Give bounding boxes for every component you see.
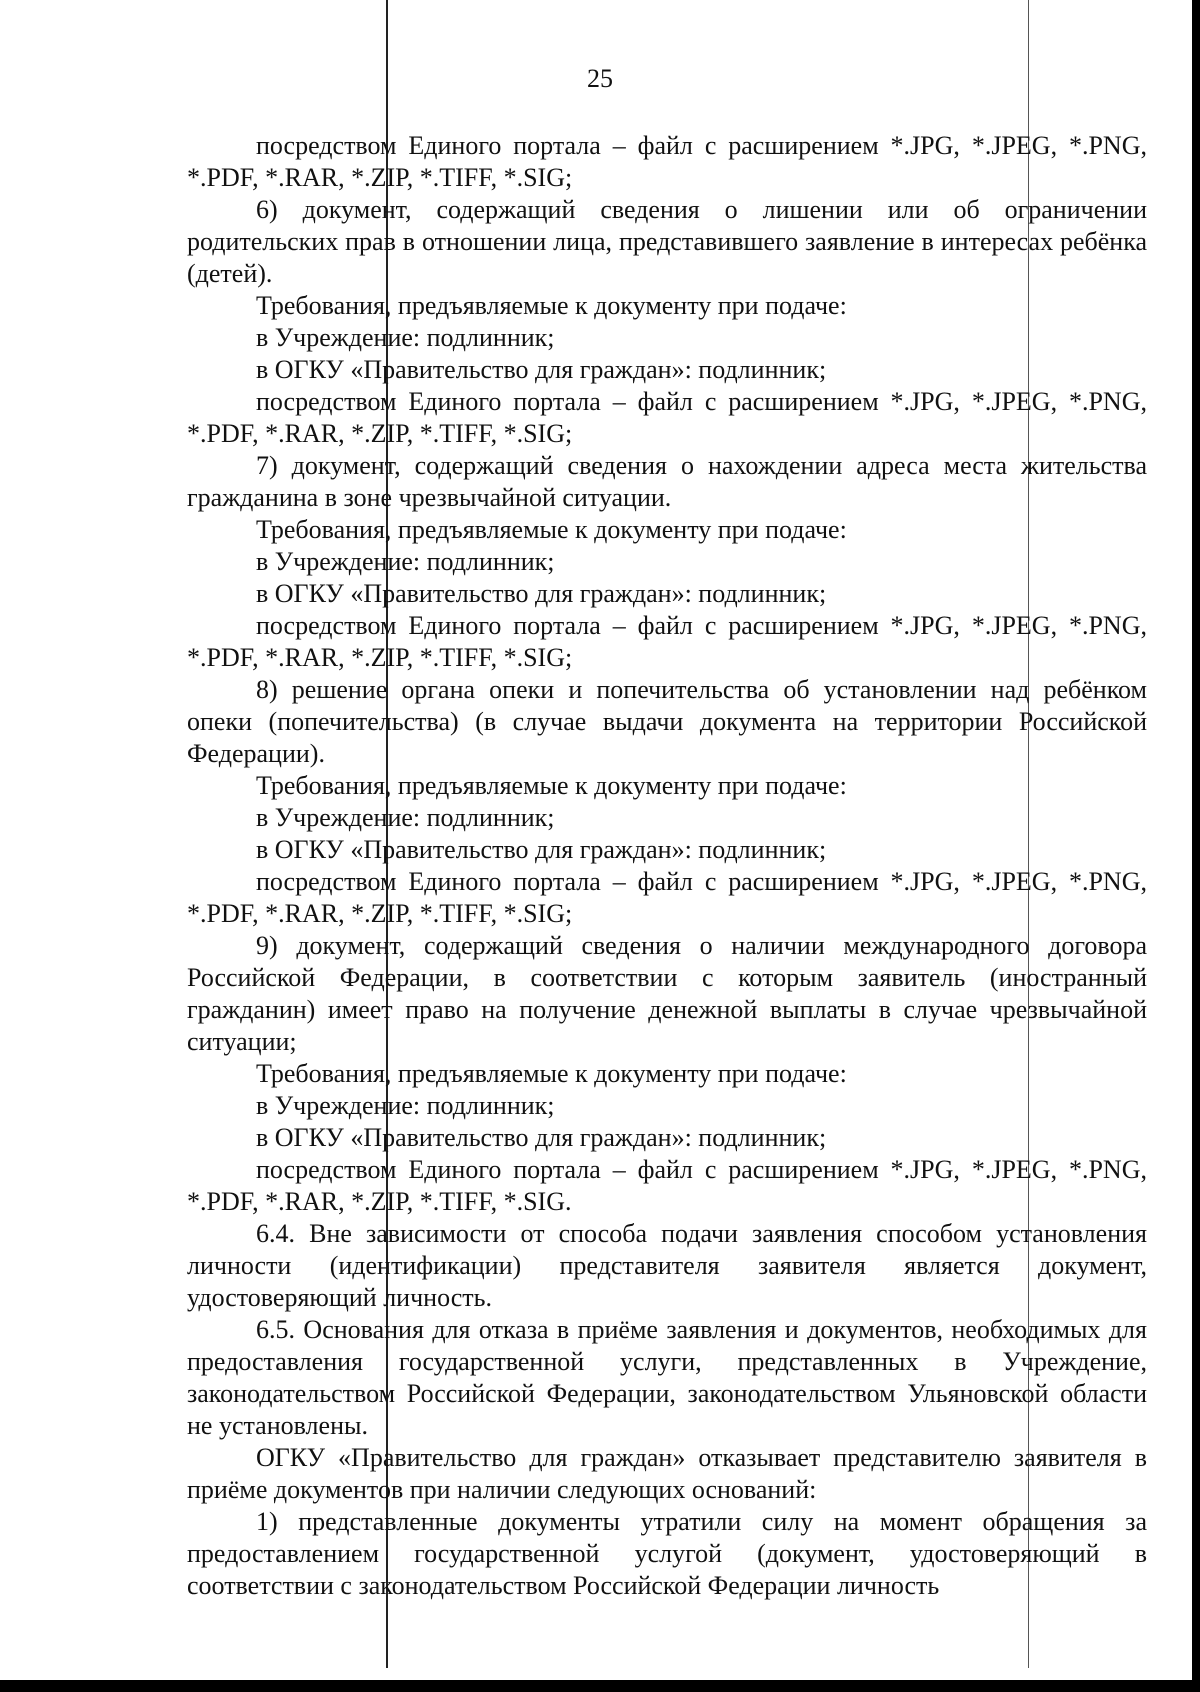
paragraph: в ОГКУ «Правительство для граждан»: подлинник; [256,835,827,864]
page-number: 25 [587,64,613,93]
paragraph: 7) документ, содержащий сведения о нахождении адреса места жительства гражданина в зоне чрезвычайной ситуации. [187,451,1147,512]
document-body [187,130,1147,1602]
paragraph: в Учреждение: подлинник; [256,323,555,352]
scan-bottom-border [0,1680,1200,1692]
paragraph: посредством Единого портала – файл с расширением *.JPG, *.JPEG, *.PNG, *.PDF, *.RAR, *.ZIP, *.TIFF, *.SIG; [187,131,1147,192]
paragraph: ОГКУ «Правительство для граждан» отказывает представителю заявителя в приёме документов при наличии следующих оснований: [187,1443,1147,1504]
paragraph: посредством Единого портала – файл с расширением *.JPG, *.JPEG, *.PNG, *.PDF, *.RAR, *.ZIP, *.TIFF, *.SIG; [187,611,1147,672]
paragraph: в Учреждение: подлинник; [256,547,555,576]
paragraph: Требования, предъявляемые к документу при подаче: [256,515,847,544]
paragraph: посредством Единого портала – файл с расширением *.JPG, *.JPEG, *.PNG, *.PDF, *.RAR, *.ZIP, *.TIFF, *.SIG. [187,1155,1147,1216]
paragraph: Требования, предъявляемые к документу при подаче: [256,291,847,320]
paragraph: 6.4. Вне зависимости от способа подачи заявления способом установления личности (идентификации) представителя заявителя является документ, удостоверяющий личность. [187,1219,1147,1312]
paragraph: Требования, предъявляемые к документу при подаче: [256,771,847,800]
paragraph: 6.5. Основания для отказа в приёме заявления и документов, необходимых для предоставления государственной услуги, представленных в Учреждение, законодательством Российской Федерации, законодательством Ульяновской области не установлены. [187,1315,1147,1440]
paragraph: Требования, предъявляемые к документу при подаче: [256,1059,847,1088]
paragraph: в ОГКУ «Правительство для граждан»: подлинник; [256,1123,827,1152]
paragraph: посредством Единого портала – файл с расширением *.JPG, *.JPEG, *.PNG, *.PDF, *.RAR, *.ZIP, *.TIFF, *.SIG; [187,867,1147,928]
paragraph: 8) решение органа опеки и попечительства об установлении над ребёнком опеки (попечительства) (в случае выдачи документа на территории Российской Федерации). [187,675,1147,768]
scan-right-edge [1192,0,1200,1692]
paragraph: 1) представленные документы утратили силу на момент обращения за предоставлением государственной услугой (документ, удостоверяющий в соответствии с законодательством Российской Федерации личность [187,1507,1147,1600]
paragraph: в ОГКУ «Правительство для граждан»: подлинник; [256,355,827,384]
paragraph: посредством Единого портала – файл с расширением *.JPG, *.JPEG, *.PNG, *.PDF, *.RAR, *.ZIP, *.TIFF, *.SIG; [187,387,1147,448]
paragraph: в ОГКУ «Правительство для граждан»: подлинник; [256,579,827,608]
paragraph: в Учреждение: подлинник; [256,1091,555,1120]
paragraph: в Учреждение: подлинник; [256,803,555,832]
paragraph: 6) документ, содержащий сведения о лишении или об ограничении родительских прав в отношении лица, представившего заявление в интересах ребёнка (детей). [187,195,1147,288]
paragraph: 9) документ, содержащий сведения о наличии международного договора Российской Федерации, в соответствии с которым заявитель (иностранный гражданин) имеет право на получение денежной выплаты в случае чрезвычайной ситуации; [187,931,1147,1056]
